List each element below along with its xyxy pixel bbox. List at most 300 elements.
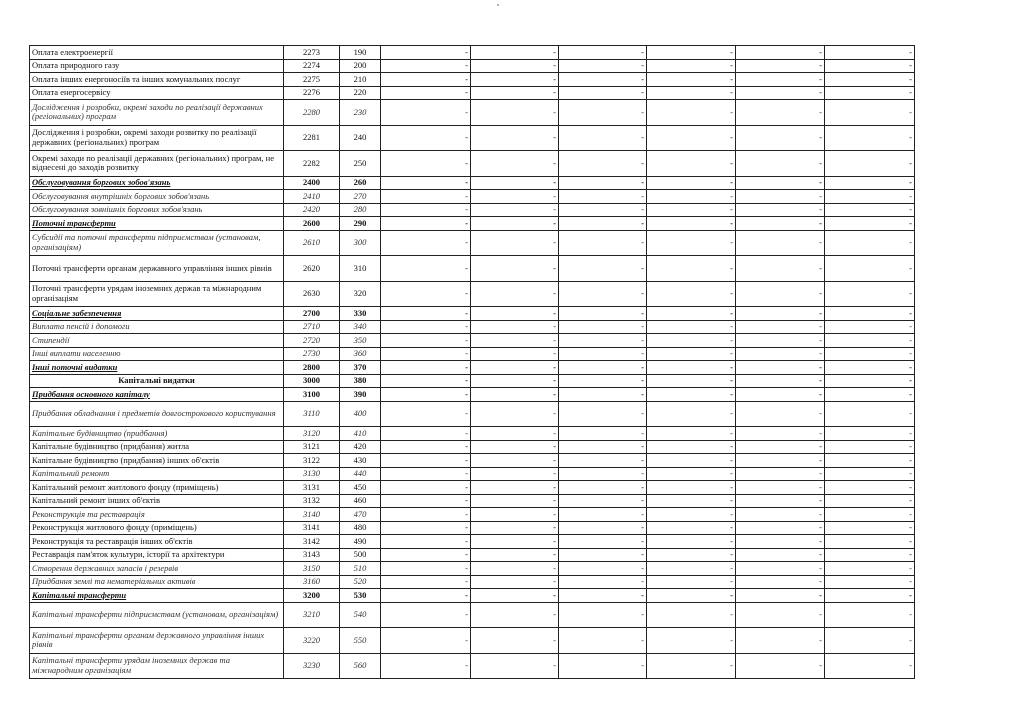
value-cell: - [559,454,647,468]
value-cell: - [736,281,825,307]
value-cell: - [471,73,559,87]
row-code: 420 [340,440,381,454]
row-name: Оплата інших енергоносіїв та інших комунальних послуг [30,73,284,87]
value-cell: - [825,454,915,468]
value-cell: - [647,401,736,427]
value-cell: - [471,602,559,628]
row-code: 240 [340,125,381,151]
value-cell: - [471,46,559,60]
value-cell: - [471,628,559,654]
value-cell: - [825,440,915,454]
value-cell: - [471,454,559,468]
value-cell: - [736,374,825,388]
value-cell: - [471,176,559,190]
value-cell: - [647,347,736,361]
row-code: 550 [340,628,381,654]
value-cell: - [381,347,471,361]
row-name: Придбання основного капіталу [30,388,284,402]
value-cell: - [736,256,825,282]
row-name: Дослідження і розробки, окремі заходи по реалізації державних (регіональних) програм [30,100,284,126]
table-row [30,548,915,562]
row-code: 300 [340,230,381,256]
row-code: 470 [340,508,381,522]
value-cell: - [825,548,915,562]
value-cell: - [825,374,915,388]
value-cell: - [559,628,647,654]
kekv-code: 2282 [284,151,340,177]
value-cell: - [381,281,471,307]
value-cell: - [471,481,559,495]
value-cell: - [825,562,915,576]
table-row [30,535,915,549]
table-row [30,281,915,307]
table-row [30,562,915,576]
table-row [30,481,915,495]
value-cell: - [471,281,559,307]
scan-speck [497,4,499,6]
value-cell: - [736,230,825,256]
value-cell: - [381,73,471,87]
kekv-code: 3142 [284,535,340,549]
value-cell: - [647,73,736,87]
table-row [30,320,915,334]
value-cell: - [736,628,825,654]
value-cell: - [647,388,736,402]
value-cell: - [825,86,915,100]
table-row [30,230,915,256]
value-cell: - [471,653,559,679]
row-code: 390 [340,388,381,402]
value-cell: - [471,494,559,508]
row-name: Капітальні трансферти [30,589,284,603]
kekv-code: 2420 [284,203,340,217]
kekv-code: 3150 [284,562,340,576]
value-cell: - [559,467,647,481]
value-cell: - [471,86,559,100]
value-cell: - [825,347,915,361]
value-cell: - [559,176,647,190]
value-cell: - [825,307,915,321]
value-cell: - [736,454,825,468]
value-cell: - [736,59,825,73]
row-code: 500 [340,548,381,562]
value-cell: - [559,256,647,282]
kekv-code: 3143 [284,548,340,562]
value-cell: - [471,307,559,321]
value-cell: - [471,427,559,441]
value-cell: - [736,361,825,375]
value-cell: - [559,46,647,60]
kekv-code: 2630 [284,281,340,307]
value-cell: - [559,589,647,603]
row-name: Реставрація пам'яток культури, історії та архітектури [30,548,284,562]
value-cell: - [559,320,647,334]
value-cell: - [471,256,559,282]
row-name: Поточні трансферти [30,217,284,231]
value-cell: - [647,628,736,654]
value-cell: - [381,575,471,589]
kekv-code: 2274 [284,59,340,73]
value-cell: - [471,320,559,334]
table-row [30,575,915,589]
table-row [30,46,915,60]
table-row [30,653,915,679]
row-name: Оплата енергосервісу [30,86,284,100]
row-code: 460 [340,494,381,508]
row-code: 400 [340,401,381,427]
value-cell: - [471,575,559,589]
kekv-code: 3130 [284,467,340,481]
value-cell: - [471,589,559,603]
kekv-code: 2281 [284,125,340,151]
kekv-code: 3230 [284,653,340,679]
value-cell: - [559,374,647,388]
value-cell: - [381,320,471,334]
value-cell: - [381,454,471,468]
value-cell: - [559,100,647,126]
value-cell: - [647,361,736,375]
value-cell: - [381,46,471,60]
table-row [30,59,915,73]
value-cell: - [736,481,825,495]
value-cell: - [381,256,471,282]
value-cell: - [736,401,825,427]
value-cell: - [647,334,736,348]
row-name: Реконструкція та реставрація інших об'єктів [30,535,284,549]
value-cell: - [647,589,736,603]
value-cell: - [736,575,825,589]
kekv-code: 2800 [284,361,340,375]
value-cell: - [825,589,915,603]
value-cell: - [825,361,915,375]
value-cell: - [647,46,736,60]
value-cell: - [825,125,915,151]
kekv-code: 3110 [284,401,340,427]
expenditure-table [29,45,915,679]
value-cell: - [736,190,825,204]
value-cell: - [825,281,915,307]
value-cell: - [647,59,736,73]
value-cell: - [471,535,559,549]
value-cell: - [559,59,647,73]
value-cell: - [825,521,915,535]
value-cell: - [825,46,915,60]
value-cell: - [825,203,915,217]
value-cell: - [825,427,915,441]
row-name: Капітальні видатки [30,374,284,388]
row-name: Капітальний ремонт інших об'єктів [30,494,284,508]
kekv-code: 3120 [284,427,340,441]
value-cell: - [559,334,647,348]
value-cell: - [825,334,915,348]
value-cell: - [647,548,736,562]
row-code: 330 [340,307,381,321]
kekv-code: 2280 [284,100,340,126]
row-code: 380 [340,374,381,388]
value-cell: - [381,374,471,388]
value-cell: - [736,521,825,535]
value-cell: - [736,589,825,603]
value-cell: - [825,535,915,549]
row-code: 340 [340,320,381,334]
value-cell: - [559,281,647,307]
value-cell: - [381,521,471,535]
value-cell: - [381,361,471,375]
value-cell: - [736,562,825,576]
value-cell: - [736,427,825,441]
value-cell: - [647,256,736,282]
row-name: Капітальне будівництво (придбання) інших об'єктів [30,454,284,468]
row-code: 290 [340,217,381,231]
kekv-code: 2275 [284,73,340,87]
row-name: Поточні трансферти органам державного управління інших рівнів [30,256,284,282]
kekv-code: 2273 [284,46,340,60]
row-code: 430 [340,454,381,468]
kekv-code: 2400 [284,176,340,190]
value-cell: - [381,494,471,508]
value-cell: - [381,440,471,454]
table-row [30,374,915,388]
value-cell: - [381,230,471,256]
row-name: Капітальні трансферти підприємствам (установам, організаціям) [30,602,284,628]
value-cell: - [647,307,736,321]
table-row [30,602,915,628]
value-cell: - [471,230,559,256]
row-name: Інші поточні видатки [30,361,284,375]
value-cell: - [825,653,915,679]
value-cell: - [647,454,736,468]
value-cell: - [559,494,647,508]
value-cell: - [471,59,559,73]
value-cell: - [647,508,736,522]
kekv-code: 3140 [284,508,340,522]
kekv-code: 3000 [284,374,340,388]
value-cell: - [381,427,471,441]
value-cell: - [559,190,647,204]
value-cell: - [647,230,736,256]
row-code: 450 [340,481,381,495]
value-cell: - [471,151,559,177]
value-cell: - [825,73,915,87]
value-cell: - [736,46,825,60]
value-cell: - [471,361,559,375]
value-cell: - [825,494,915,508]
value-cell: - [647,217,736,231]
value-cell: - [736,73,825,87]
value-cell: - [825,467,915,481]
row-name: Дослідження і розробки, окремі заходи розвитку по реалізації державних (регіональних) програм [30,125,284,151]
value-cell: - [471,374,559,388]
value-cell: - [471,388,559,402]
row-code: 260 [340,176,381,190]
value-cell: - [559,203,647,217]
value-cell: - [736,320,825,334]
value-cell: - [559,602,647,628]
table-row [30,203,915,217]
value-cell: - [647,86,736,100]
value-cell: - [381,628,471,654]
table-row [30,427,915,441]
kekv-code: 3141 [284,521,340,535]
row-name: Капітальні трансферти урядам іноземних держав та міжнародним організаціям [30,653,284,679]
value-cell: - [825,602,915,628]
kekv-code: 2410 [284,190,340,204]
value-cell: - [471,100,559,126]
value-cell: - [825,151,915,177]
value-cell: - [736,334,825,348]
table-body [30,46,915,679]
value-cell: - [647,374,736,388]
row-code: 440 [340,467,381,481]
value-cell: - [647,562,736,576]
value-cell: - [825,256,915,282]
value-cell: - [381,388,471,402]
value-cell: - [559,440,647,454]
row-code: 350 [340,334,381,348]
value-cell: - [647,653,736,679]
value-cell: - [559,427,647,441]
value-cell: - [559,388,647,402]
table-row [30,508,915,522]
value-cell: - [559,548,647,562]
value-cell: - [647,203,736,217]
value-cell: - [736,653,825,679]
table-row [30,256,915,282]
kekv-code: 3210 [284,602,340,628]
table-row [30,334,915,348]
row-code: 540 [340,602,381,628]
value-cell: - [381,217,471,231]
table-row [30,401,915,427]
value-cell: - [381,589,471,603]
row-code: 410 [340,427,381,441]
table-row [30,454,915,468]
row-code: 520 [340,575,381,589]
value-cell: - [559,86,647,100]
table-row [30,521,915,535]
value-cell: - [471,521,559,535]
kekv-code: 3121 [284,440,340,454]
value-cell: - [825,481,915,495]
kekv-code: 3100 [284,388,340,402]
kekv-code: 2620 [284,256,340,282]
value-cell: - [825,388,915,402]
value-cell: - [825,508,915,522]
value-cell: - [647,427,736,441]
value-cell: - [647,602,736,628]
value-cell: - [381,176,471,190]
table-row [30,388,915,402]
table-row [30,494,915,508]
table-row [30,86,915,100]
kekv-code: 3200 [284,589,340,603]
value-cell: - [559,508,647,522]
value-cell: - [559,535,647,549]
row-code: 210 [340,73,381,87]
value-cell: - [825,217,915,231]
row-name: Обслуговування боргових зобов'язань [30,176,284,190]
value-cell: - [736,508,825,522]
value-cell: - [559,73,647,87]
row-name: Капітальне будівництво (придбання) [30,427,284,441]
value-cell: - [825,100,915,126]
row-code: 220 [340,86,381,100]
value-cell: - [471,548,559,562]
row-name: Придбання землі та нематеріальних активів [30,575,284,589]
value-cell: - [736,548,825,562]
value-cell: - [471,125,559,151]
value-cell: - [471,562,559,576]
row-name: Інші виплати населенню [30,347,284,361]
row-name: Виплата пенсій і допомоги [30,320,284,334]
table-row [30,440,915,454]
table-row [30,190,915,204]
row-code: 490 [340,535,381,549]
kekv-code: 2610 [284,230,340,256]
value-cell: - [381,125,471,151]
value-cell: - [825,575,915,589]
value-cell: - [381,653,471,679]
value-cell: - [736,467,825,481]
row-name: Обслуговування внутрішніх боргових зобов'язань [30,190,284,204]
value-cell: - [647,440,736,454]
value-cell: - [736,203,825,217]
kekv-code: 2276 [284,86,340,100]
value-cell: - [647,125,736,151]
row-name: Оплата електроенергії [30,46,284,60]
value-cell: - [736,151,825,177]
value-cell: - [647,521,736,535]
value-cell: - [647,494,736,508]
row-code: 360 [340,347,381,361]
row-name: Придбання обладнання і предметів довгострокового користування [30,401,284,427]
value-cell: - [381,535,471,549]
table-row [30,151,915,177]
value-cell: - [647,575,736,589]
table-row [30,361,915,375]
value-cell: - [471,203,559,217]
row-code: 310 [340,256,381,282]
row-name: Оплата природного газу [30,59,284,73]
value-cell: - [471,334,559,348]
value-cell: - [559,575,647,589]
value-cell: - [471,467,559,481]
kekv-code: 2600 [284,217,340,231]
kekv-code: 2730 [284,347,340,361]
value-cell: - [381,508,471,522]
row-name: Капітальне будівництво (придбання) житла [30,440,284,454]
value-cell: - [471,508,559,522]
table-row [30,467,915,481]
table-row [30,125,915,151]
table-row [30,176,915,190]
value-cell: - [471,440,559,454]
value-cell: - [381,334,471,348]
value-cell: - [825,230,915,256]
value-cell: - [381,59,471,73]
value-cell: - [647,281,736,307]
value-cell: - [381,307,471,321]
row-code: 230 [340,100,381,126]
kekv-code: 3132 [284,494,340,508]
kekv-code: 3220 [284,628,340,654]
value-cell: - [647,176,736,190]
value-cell: - [825,190,915,204]
value-cell: - [559,151,647,177]
value-cell: - [736,602,825,628]
value-cell: - [381,548,471,562]
value-cell: - [471,190,559,204]
